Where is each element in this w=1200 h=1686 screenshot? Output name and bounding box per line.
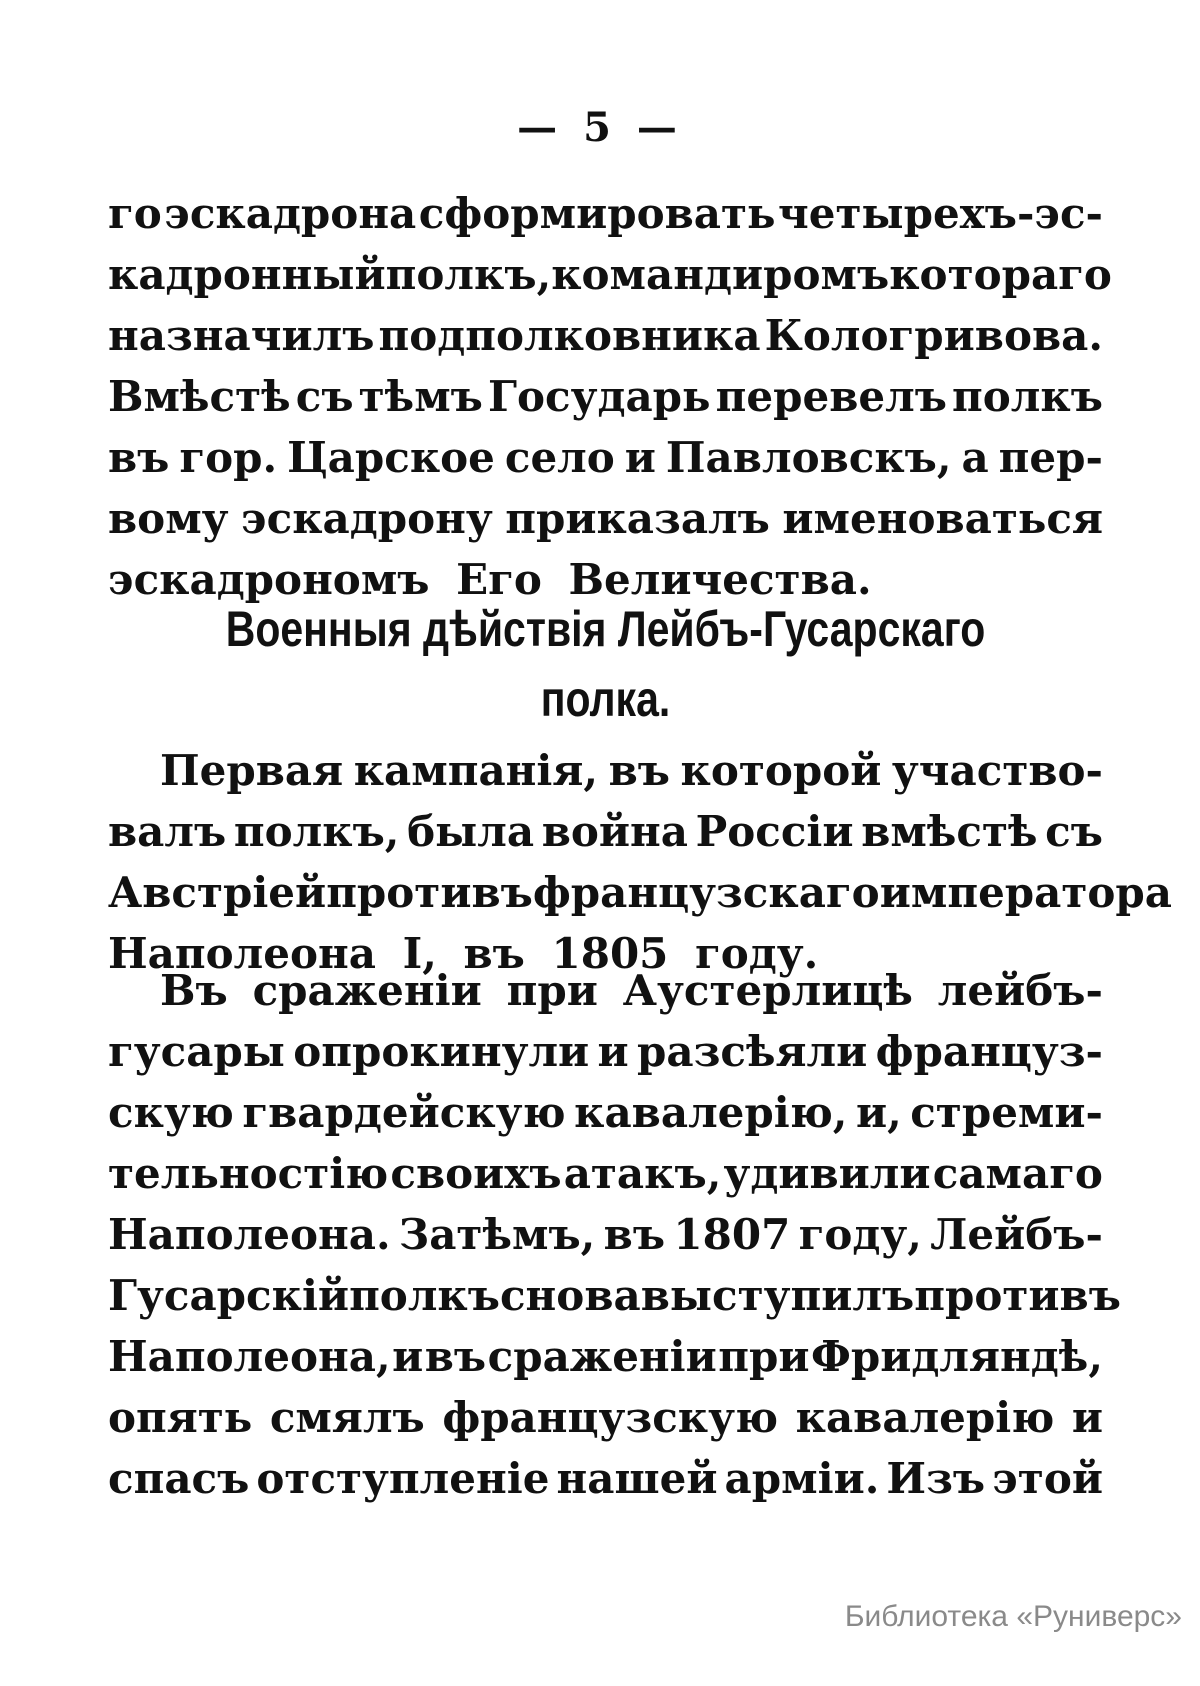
text-line: кадронный полкъ, командиромъ котораго bbox=[108, 250, 1112, 299]
text-line: Австріей противъ французскаго императора bbox=[108, 868, 1172, 917]
paragraph-3 bbox=[108, 960, 1121, 1509]
text-line: Первая кампанія, въ которой участво- bbox=[160, 746, 1103, 795]
text-line: гусары опрокинули и разсѣяли француз- bbox=[108, 1027, 1103, 1076]
paragraph-2 bbox=[108, 740, 1172, 984]
text-line: Гусарскій полкъ снова выступилъ противъ bbox=[108, 1271, 1121, 1320]
library-watermark: Библиотека «Руниверс» bbox=[844, 1600, 1182, 1633]
text-line: эскадрономъ Его Величества. bbox=[108, 555, 872, 604]
text-line: спасъ отступленіе нашей арміи. Изъ этой bbox=[108, 1454, 1103, 1503]
text-line: опять смялъ французскую кавалерію и bbox=[108, 1393, 1103, 1442]
text-line: Въ сраженіи при Аустерлицѣ лейбъ- bbox=[160, 966, 1103, 1015]
text-line: въ гор. Царское село и Павловскъ, а пер- bbox=[108, 433, 1103, 482]
text-line: Наполеона, и въ сраженіи при Фридляндѣ, bbox=[108, 1332, 1103, 1381]
text-line: Наполеона I, въ 1805 году. bbox=[108, 929, 819, 978]
text-line: скую гвардейскую кавалерію, и, стреми- bbox=[108, 1088, 1103, 1137]
section-heading bbox=[108, 594, 1103, 734]
text-line: валъ полкъ, была война Россіи вмѣстѣ съ bbox=[108, 807, 1103, 856]
paragraph-1 bbox=[108, 183, 1112, 610]
page-number: — 5 — bbox=[517, 104, 683, 151]
text-line: Вмѣстѣ съ тѣмъ Государь перевелъ полкъ bbox=[108, 372, 1103, 421]
text-line: Наполеона. Затѣмъ, въ 1807 году, Лейбъ- bbox=[108, 1210, 1103, 1259]
text-line: го эскадрона сформировать четырехъ-эс- bbox=[108, 189, 1103, 238]
text-line: тельностію своихъ атакъ, удивили самаго bbox=[108, 1149, 1103, 1198]
text-line: назначилъ подполковника Кологривова. bbox=[108, 311, 1103, 360]
heading-line: полка. bbox=[540, 671, 671, 727]
text-line: вому эскадрону приказалъ именоваться bbox=[108, 494, 1103, 543]
heading-line: Военныя дѣйствія Лейбъ-Гусарскаго bbox=[225, 601, 986, 657]
